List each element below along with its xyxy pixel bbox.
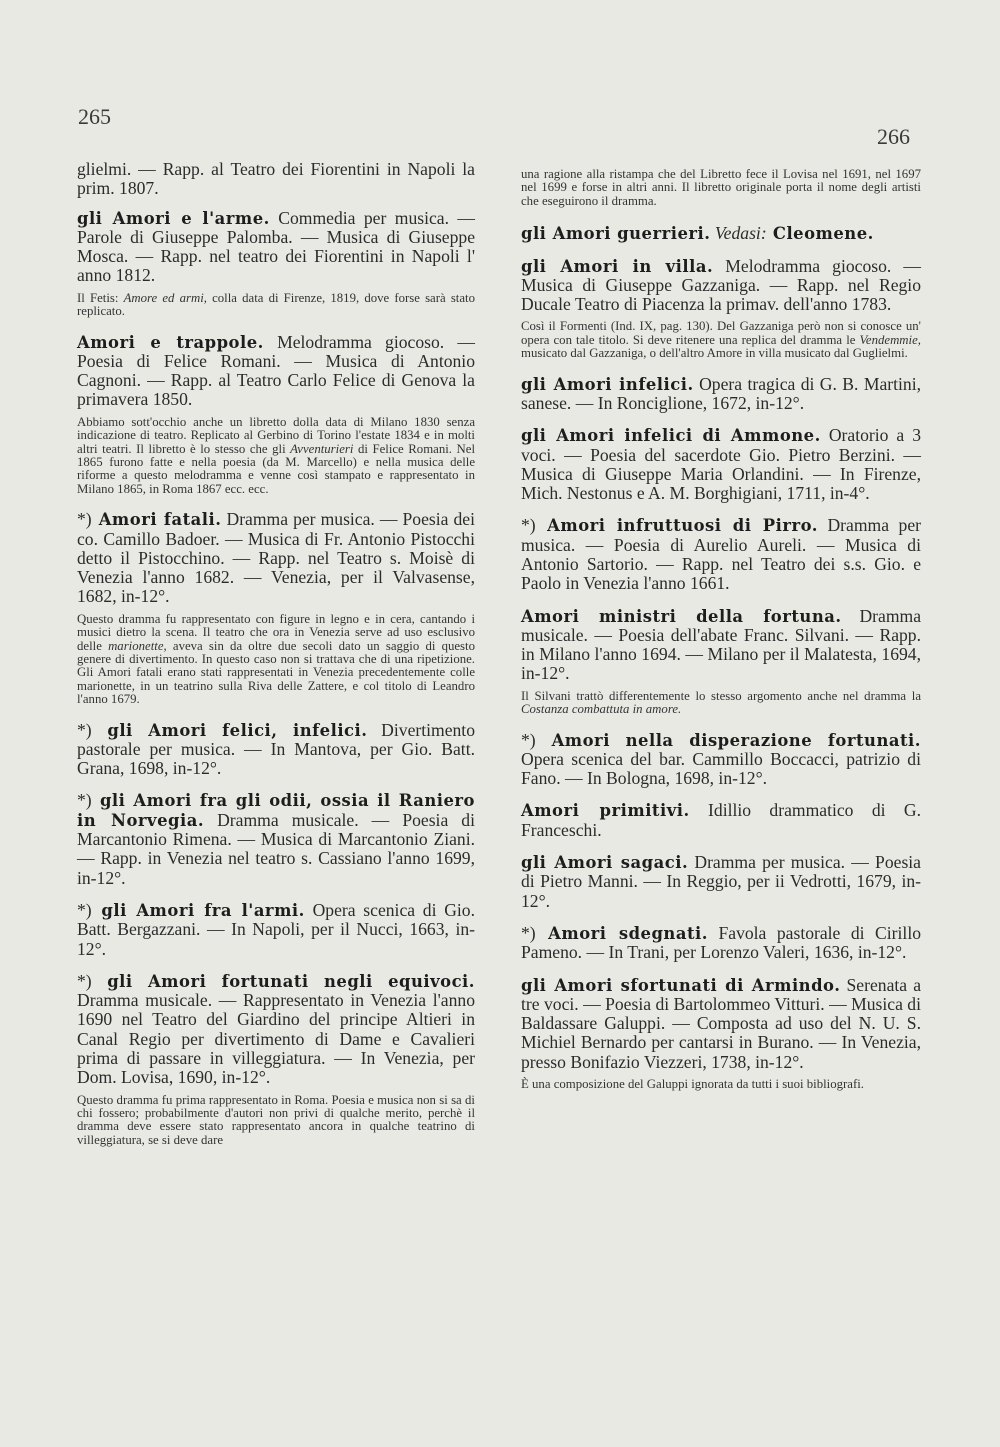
entry-mark: *) (77, 509, 97, 530)
entry-text: Dramma per musica. — Poesia di Aurelio Aureli. — Musica di Antonio Sartorio. — Rapp. nel Teatro dei s.s. Gio. e Paolo in Venezia l'anno 1661. (521, 515, 921, 594)
note-text-italic: Avventurieri (290, 441, 354, 456)
entry-mark: *) (77, 970, 106, 991)
entry-text: Favola pastorale di Cirillo Pameno. — In Trani, per Lorenzo Valeri, 1636, in-12°. (521, 922, 922, 963)
entry-title: gli Amori fra gli odii, ossia il Raniero in Norvegia. (77, 791, 475, 830)
entry-note (77, 416, 475, 496)
note-text: Abbiamo sott'occhio anche un libretto dolla data di Milano 1830 senza indicazione di teatro. Replicato al Gerbino di Torino l'estate 1834 e in molti altri teatri. Il libretto è lo stesso che gli (77, 414, 475, 456)
left-lead-text: glielmi. — Rapp. al Teatro dei Fiorentini in Napoli la prim. 1807. (77, 159, 475, 199)
entry-text: Oratorio a 3 voci. — Poesia del sacerdote Gio. Pietro Berzini. — Musica di Giuseppe Maria Orlandini. — In Firenze, Mich. Nestonus e A. M. Borghigiani, 1711, in-4°. (521, 425, 922, 504)
entry-text: Opera scenica di Gio. Batt. Bergazzani. — In Napoli, per il Nucci, 1663, in-12°. (77, 899, 475, 959)
entry-title: gli Amori infelici. (521, 374, 694, 394)
entry-title: gli Amori e l'arme. (77, 208, 270, 228)
entry-text: Opera tragica di G. B. Martini, sanese. — In Ronciglione, 1672, in-12°. (521, 373, 921, 413)
entry-mark: *) (77, 719, 106, 740)
entry-text: Dramma musicale. — Rappresentato in Venezia l'anno 1690 nel Teatro del Giardino del principe Altieri in Canal Regio per divertimento di Dame e Cavalieri prima di passare in villeggiatura. — In Venezia, per Dom. Lovisa, 1690, in-12°. (77, 990, 475, 1088)
entry-text: Dramma musicale. — Poesia dell'abate Franc. Silvani. — Rapp. in Milano l'anno 1694. — Milano per il Malatesta, 1694, in-12°. (521, 605, 921, 684)
left-entries (77, 209, 475, 1148)
entry-mark: *) (77, 790, 98, 811)
entry-note (77, 292, 475, 319)
catalog-entry (521, 801, 921, 840)
note-text: colla data di Firenze, 1819, dove forse sarà stato replicato. (77, 290, 475, 319)
catalog-entry (77, 972, 475, 1088)
catalog-entry (521, 924, 921, 963)
note-text: Il Silvani trattò differentemente lo stesso argomento anche nel dramma la (521, 688, 921, 703)
page-number-right: 266 (877, 124, 910, 149)
catalog-entry (521, 731, 921, 789)
entry-mark: *) (521, 729, 550, 750)
note-text: musicato dal Gazzaniga, o dell'altro Amore in villa musicato dal Guglielmi. (521, 346, 908, 361)
entry-title: Amori infruttuosi di Pirro. (547, 516, 818, 536)
entry-title: gli Amori fra l'armi. (101, 900, 305, 920)
entry-text: Dramma per musica. — Poesia dei co. Camillo Badoer. — Musica di Fr. Antonio Pistocchi detto il Pistocchino. — Rapp. nel Teatro s. Moisè di Venezia l'anno 1682. — Venezia, per il Valvasense, 1682, in-12°. (77, 509, 475, 607)
note-text-italic: Costanza combattuta in amore. (521, 702, 682, 717)
entry-text: Dramma musicale. — Poesia di Marcantonio Rimena. — Musica di Marcantonio Ziani. — Rapp. in Venezia nel teatro s. Cassiano l'anno 1699, in-12°. (77, 809, 475, 888)
note-text: aveva sin da oltre due secoli dato un saggio di questo genere di divertimento. In questo caso non si trattava che di una ripetizione. Gli Amori fatali erano stati rappresentati in Venezia precedentemente colle marionette, in un teatrino sulla Riva delle Zattere, e col titolo di Leandro l'anno 1679. (77, 638, 475, 707)
entry-text: Commedia per musica. — Parole di Giuseppe Palomba. — Musica di Giuseppe Mosca. — Rapp. nel teatro dei Fiorentini in Napoli l' anno 1812. (77, 207, 475, 286)
entry-text: Opera scenica del bar. Cammillo Boccacci, patrizio di Fano. — In Bologna, 1698, in-12°. (521, 748, 921, 789)
catalog-entry (77, 209, 475, 286)
note-text-italic: Vendemmie, (859, 332, 921, 347)
entry-title: gli Amori sagaci. (521, 853, 689, 873)
entry-text: Divertimento pastorale per musica. — In Mantova, per Gio. Batt. Grana, 1698, in-12°. (77, 719, 475, 779)
entry-title: Amori fatali. (98, 510, 222, 530)
entry-title: gli Amori in villa. (521, 256, 714, 276)
catalog-entry (521, 375, 921, 414)
page-number-left: 265 (78, 104, 111, 129)
entry-note (521, 690, 921, 717)
entry-text: Dramma per musica. — Poesia di Pietro Manni. — In Reggio, per ii Vedrotti, 1679, in-12°. (521, 852, 921, 911)
entry-title: gli Amori felici, infelici. (107, 720, 368, 740)
entry-text: Melodramma giocoso. — Poesia di Felice Romani. — Musica di Antonio Cagnoni. — Rapp. al Teatro Carlo Felice di Genova la primavera 1850. (77, 331, 475, 410)
entry-title: Amori ministri della fortuna. (521, 606, 842, 626)
note-text: È una composizione del Galuppi ignorata da tutti i suoi bibliografi. (521, 1077, 864, 1092)
note-text: Questo dramma fu prima rappresentato in Roma. Poesia e musica non si sa di chi fossero; probabilmente d'autori non privi di qualche merito, perchè il dramma deve essere stato rappresentato ancora in qualche teatrino di villeggiatura, se si deve dare (77, 1092, 475, 1147)
entry-title: Amori sdegnati. (548, 923, 708, 943)
catalog-entry (77, 333, 475, 410)
catalog-entry (521, 224, 921, 243)
entry-text: Serenata a tre voci. — Poesia di Bartolommeo Vitturi. — Musica di Baldassare Galuppi. — Composta ad uso del N. U. S. Michiel Bernardo per cantarsi in Burano. — In Venezia, presso Bonifazio Viezzeri, 1738, in-12°. (521, 974, 921, 1072)
entry-mark: *) (77, 899, 100, 920)
right-column (521, 168, 921, 1105)
entry-title: gli Amori fortunati negli equivoci. (107, 971, 475, 991)
entry-note (77, 1094, 475, 1148)
entry-note (77, 613, 475, 707)
catalog-entry (521, 516, 921, 593)
entry-mark: *) (521, 515, 546, 536)
catalog-entry (77, 721, 475, 779)
note-text: di Felice Romani. Nel 1865 furono fatte e nella poesia (da M. Marcello) e nella musica delle riforme a questo melodramma e venne così stampato e rappresentato in Milano 1865, in Roma 1867 ecc. ecc. (77, 441, 475, 496)
entry-title: gli Amori sfortunati di Armindo. (521, 975, 841, 995)
catalog-entry (521, 607, 921, 684)
entry-title: Amori e trappole. (77, 332, 264, 352)
right-lead-text: una ragione alla ristampa che del Libretto fece il Lovisa nel 1691, nel 1697 nel 1699 e forse in altri anni. Il libretto originale porta il nome degli artisti che eseguirono il dramma. (521, 167, 921, 208)
catalog-entry (77, 791, 475, 887)
left-column (77, 160, 475, 1161)
catalog-entry (521, 976, 921, 1072)
note-text-italic: Amore ed armi, (123, 290, 207, 305)
catalog-entry (521, 426, 921, 503)
right-entries (521, 224, 921, 1091)
entry-text-italic: Vedasi: (714, 223, 767, 244)
entry-title: Amori nella disperazione fortunati. (551, 730, 921, 750)
note-text: Così il Formenti (Ind. IX, pag. 130). Del Gazzaniga però non si conosce un' opera con tale titolo. Si deve ritenere una replica del dramma le (521, 319, 921, 347)
note-text: Il Fetis: (77, 290, 124, 305)
note-text-italic: marionette, (108, 638, 167, 653)
catalog-entry (521, 853, 921, 911)
catalog-entry (77, 510, 475, 606)
entry-title: Amori primitivi. (521, 801, 690, 821)
catalog-entry (521, 257, 921, 315)
note-text: Questo dramma fu rappresentato con figure in legno e in cera, cantando i musici dietro la scena. Il teatro che ora in Venezia serve ad uso esclusivo delle (77, 611, 475, 653)
entry-title-ref: Cleomene. (766, 224, 874, 244)
entry-text: Melodramma giocoso. — Musica di Giuseppe Gazzaniga. — Rapp. nel Regio Ducale Teatro di Piacenza la primav. dell'anno 1783. (521, 255, 922, 315)
catalog-entry (77, 901, 475, 959)
entry-title: gli Amori infelici di Ammone. (521, 426, 821, 446)
entry-mark: *) (521, 922, 547, 943)
entry-title: gli Amori guerrieri. (521, 224, 711, 244)
entry-note (521, 1078, 921, 1091)
entry-text: Idillio drammatico di G. Franceschi. (521, 800, 921, 840)
entry-note (521, 320, 921, 360)
